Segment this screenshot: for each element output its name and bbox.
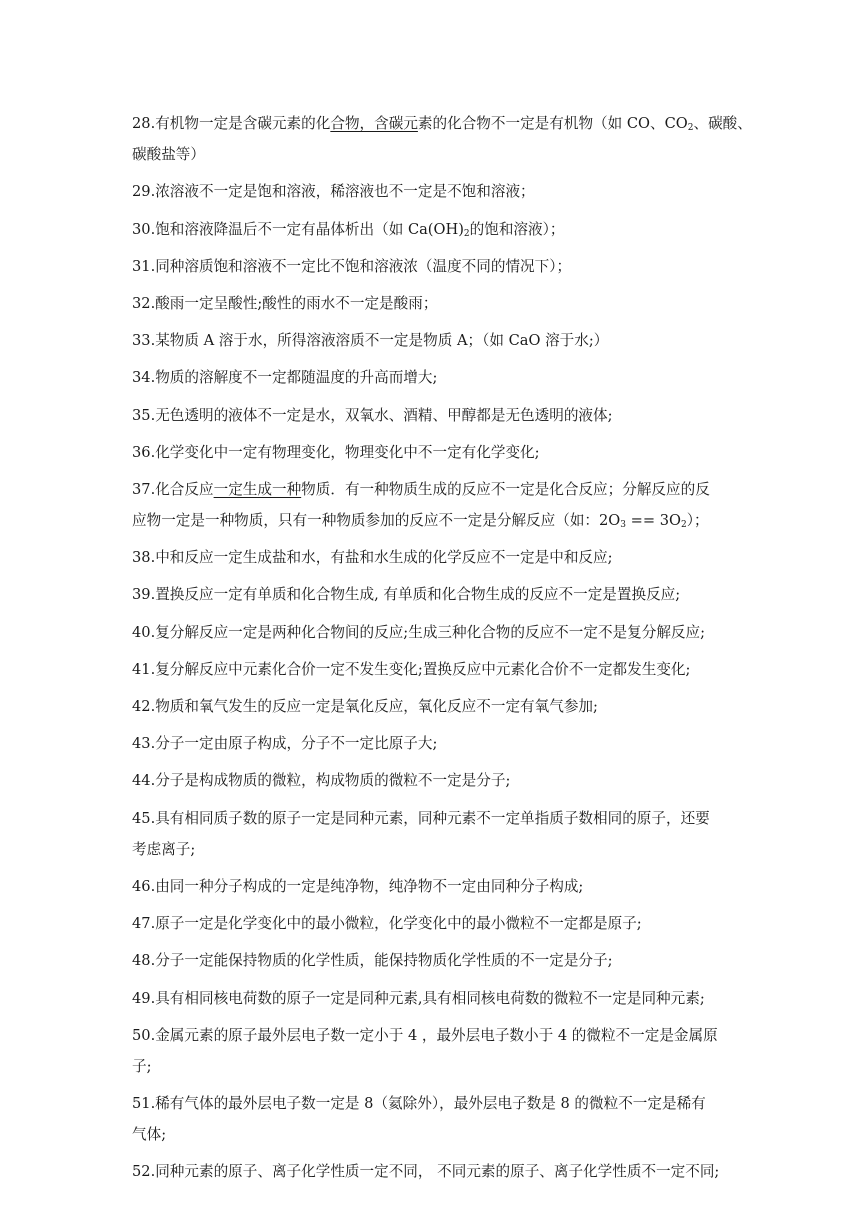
list-item (132, 654, 760, 685)
underlined-text: 合物，含碳元 (330, 115, 418, 132)
list-item (132, 176, 760, 207)
list-item (132, 108, 760, 170)
text-line (132, 437, 760, 468)
list-item (132, 437, 760, 468)
list-item (132, 325, 760, 356)
text-run: 29.浓溶液不一定是饱和溶液，稀溶液也不一定是不饱和溶液； (132, 183, 535, 201)
text-run: 28.有机物一定是含碳元素的化 (132, 115, 331, 132)
text-line (132, 617, 760, 648)
text-run: == 3O (626, 512, 681, 530)
text-run: 物质．有一种物质生成的反应不一定是化合反应；分解反应的反 (301, 480, 710, 498)
list-item (132, 803, 760, 865)
list-item (132, 983, 760, 1014)
text-run: 40.复分解反应一定是两种化合物间的反应;生成三种化合物的反应不一定不是复分解反应; (132, 623, 706, 641)
text-line (132, 325, 760, 356)
document-body (132, 108, 760, 1188)
text-run: 素的化合物不一定是有机物（如 CO、CO (417, 115, 688, 132)
text-run: 38.中和反应一定生成盐和水，有盐和水生成的化学反应不一定是中和反应; (132, 549, 613, 567)
underlined-text: 一定生成一种 (213, 480, 302, 498)
text-run: 的饱和溶液）； (469, 220, 565, 238)
list-item (132, 728, 760, 759)
text-line (132, 579, 760, 610)
text-line (132, 1119, 760, 1150)
list-item (132, 400, 760, 431)
text-run: 42.物质和氧气发生的反应一定是氧化反应，氧化反应不一定有氧气参加; (132, 698, 598, 715)
text-run: 45.具有相同质子数的原子一定是同种元素，同种元素不一定单指质子数相同的原子，还要 (132, 809, 710, 827)
list-item (132, 1020, 760, 1082)
text-run: 32.酸雨一定呈酸性;酸性的雨水不一定是酸雨； (132, 294, 438, 312)
text-line (132, 1020, 760, 1051)
text-line (132, 251, 760, 282)
text-line (132, 654, 760, 685)
subscript: 2 (687, 123, 694, 133)
text-run: 39.置换反应一定有单质和化合物生成, 有单质和化合物生成的反应不一定是置换反应; (132, 586, 681, 604)
text-line (132, 691, 760, 722)
text-run: 52.同种元素的原子、离子化学性质一定不同， 不同元素的原子、离子化学性质不一定不同; (132, 1163, 720, 1181)
text-line (132, 176, 760, 207)
list-item (132, 617, 760, 648)
text-line (132, 214, 760, 245)
list-item (132, 871, 760, 902)
list-item (132, 1088, 760, 1150)
list-item (132, 214, 760, 245)
list-item (132, 251, 760, 282)
text-run: 48.分子一定能保持物质的化学性质，能保持物质化学性质的不一定是分子; (132, 952, 613, 970)
text-run: 应物一定是一种物质，只有一种物质参加的反应不一定是分解反应（如：2O (132, 512, 621, 530)
text-run: ）； (686, 512, 709, 530)
text-run: 36.化学变化中一定有物理变化，物理变化中不一定有化学变化; (132, 443, 540, 461)
text-run: 51.稀有气体的最外层电子数一定是 8（氦除外），最外层电子数是 8 的微粒不一定是稀有 (132, 1095, 706, 1113)
subscript: 2 (463, 228, 470, 239)
text-line (132, 908, 760, 939)
text-run: 35.无色透明的液体不一定是水，双氧水、酒精、甲醇都是无色透明的液体; (132, 406, 613, 424)
subscript: 3 (620, 520, 626, 531)
text-line (132, 728, 760, 759)
text-run: 41.复分解反应中元素化合价一定不发生变化;置换反应中元素化合价不一定都发生变化; (132, 660, 691, 678)
list-item (132, 908, 760, 939)
text-run: 气体; (132, 1126, 167, 1144)
text-line (132, 983, 760, 1014)
text-line (132, 871, 760, 902)
list-item (132, 945, 760, 976)
text-run: 31.同种溶质饱和溶液不一定比不饱和溶液浓（温度不同的情况下）； (132, 257, 572, 275)
text-run: 44.分子是构成物质的微粒，构成物质的微粒不一定是分子; (132, 772, 511, 790)
text-run: 46.由同一种分子构成的一定是纯净物，纯净物不一定由同种分子构成; (132, 877, 584, 895)
list-item (132, 691, 760, 722)
text-run: 、碳酸、 (693, 115, 752, 132)
subscript: 2 (680, 520, 687, 531)
text-line (132, 542, 760, 573)
text-run: 碳酸盐等） (132, 146, 205, 164)
list-item (132, 362, 760, 393)
text-line (132, 803, 760, 834)
text-line (132, 834, 760, 865)
text-line (132, 474, 760, 505)
list-item (132, 474, 760, 536)
text-line (132, 400, 760, 431)
text-run: 37.化合反应 (132, 480, 214, 498)
text-run: 49.具有相同核电荷数的原子一定是同种元素,具有相同核电荷数的微粒不一定是同种元素; (132, 989, 705, 1007)
list-item (132, 542, 760, 573)
text-line (132, 1051, 760, 1082)
text-line (132, 765, 760, 796)
text-line (132, 362, 760, 393)
text-run: 47.原子一定是化学变化中的最小微粒，化学变化中的最小微粒不一定都是原子; (132, 915, 642, 933)
text-run: 33.某物质 A 溶于水，所得溶液溶质不一定是物质 A；（如 CaO 溶于水;） (132, 332, 609, 350)
list-item (132, 288, 760, 319)
text-run: 30.饱和溶液降温后不一定有晶体析出（如 Ca(OH) (132, 220, 464, 238)
text-line (132, 139, 760, 170)
text-run: 子; (132, 1057, 152, 1075)
text-line (132, 288, 760, 319)
text-line (132, 108, 760, 139)
list-item (132, 765, 760, 796)
text-run: 43.分子一定由原子构成，分子不一定比原子大; (132, 735, 438, 753)
text-line (132, 1156, 760, 1187)
text-run: 34.物质的溶解度不一定都随温度的升高而增大; (132, 369, 438, 387)
text-run: 50.金属元素的原子最外层电子数一定小于 4 ，最外层电子数小于 4 的微粒不一定是金属原 (132, 1026, 718, 1044)
text-run: 考虑离子; (132, 840, 196, 858)
text-line (132, 1088, 760, 1119)
list-item (132, 579, 760, 610)
text-line (132, 945, 760, 976)
list-item (132, 1156, 760, 1187)
text-line (132, 505, 760, 536)
